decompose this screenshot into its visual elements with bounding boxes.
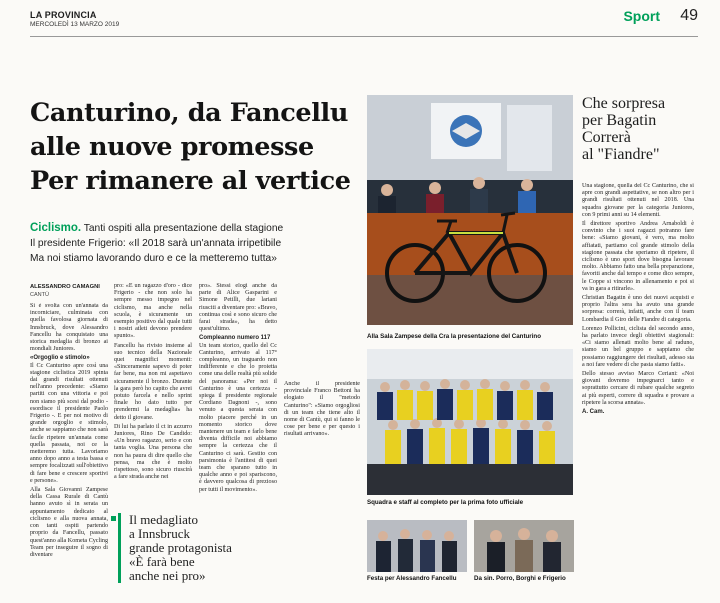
presentation-photo [367,95,573,325]
article-headline [30,96,360,198]
byline: ALESSANDRO CAMAGNI [30,284,100,290]
location: CANTÙ [30,292,49,298]
paragraph: Christian Bagatin è uno dei nuovi acquisti e proprio l'altra sera ha avuto una grande sorpresa: correrà, infatti, anche con il team Lombardia il Giro delle Fiandre di categoria. [582,295,694,323]
headline-line: Per rimanere al vertice [30,166,351,196]
masthead [30,6,698,42]
article-column-2 [114,283,192,509]
paragraph: Un team storico, quello del Cc Canturino, arrivato al 117° compleanno, un traguardo non indifferente e che lo proietta come una delle realtà più solide del panorama: «Per noi il Canturino è una certezza - spiega il presidente regionale Cordiano Dagnoni -, sono venuto a questa serata con molto piacere perché in un momento storico dove mantenere un team e farlo bene diventa difficile noi abbiamo sempre la certezza che il Canturino ci sarà. Gestito con parsimonia è l'antitesi di quei team che sparano tutto in qualche anno e poi spariscono, è davvero qualcosa di prezioso per tutti il movimento». [199,342,277,493]
sidebar-column [582,183,694,583]
headline-line: alle nuove promesse [30,132,314,162]
issue-date: MERCOLEDÌ 13 MARZO 2019 [30,21,120,28]
pull-quote-line: Il medagliato [129,512,198,527]
article-summary [30,221,360,266]
page-number: 49 [680,7,698,24]
sidebar-headline-line: Che sorpresa [582,95,666,112]
subheading: Compleanno numero 117 [199,335,271,342]
fancellu-photo [367,520,467,572]
summary-line: Tanti ospiti alla presentazione della stagione [83,223,284,234]
pull-quote-line: a Innsbruck [129,526,191,541]
headline-line: Canturino, da Fancellu [30,98,348,128]
paragraph: Dello stesso avviso Marco Ceriani: «Noi giovani dovremo impegnarci tanto e soprattutto cercare di rubare qualche segreto ai più esperti, correre di squadra e provare a ripetere la scorsa annata». [582,371,694,406]
article-column-1 [30,303,108,593]
paper-name: LA PROVINCIA [30,10,97,20]
sidebar-headline-line: per Bagatin [582,112,657,129]
paragraph: Alla Sala Giovanni Zampese della Cassa Rurale di Cantù hanno avuto sì in serata un appuntamento dedicato al ciclismo e alla nuova annata, con tanti ospiti partendo proprio da Fancellu, passato quest'anno alla Kometa Cycling Team per inseguire il sogno di diventare [30,487,108,558]
article-column-4 [284,381,360,593]
photo-caption: Festa per Alessandro Fancellu [367,575,457,582]
paragraph: Una stagione, quella del Cc Canturino, che si apre con grandi aspettative, se non altro per i grandi risultati ottenuti nel 2018. Una squadra giovane per la categoria Juniores, con 9 primi anni su 14 elementi. [582,183,694,218]
sidebar-headline-line: Correrà [582,129,631,146]
paragraph: Fancellu ha rivisto insieme al suo tecnico della Nazionale quei magnifici momenti: «Sinceramente sapevo di poter far bene, ma non mi aspettavo sicuramente il bronzo. Durante la gara però ho capito che avrei potuto farcela e nello sprint finale ho dato tutto per prendermi la medaglia» ha detto il giovane. [114,342,192,421]
team-photo [367,349,573,495]
pull-quote-line: «È farà bene [129,554,195,569]
paragraph: Si è svolta con un'annata da incorniciare, culminata con quella favolosa giornata di Innsbruck, dove Alessandro Fancellu ha conquistato una storica medaglia di bronzo ai mondiali Juniores. [30,303,108,353]
photo-caption: Alla Sala Zampese della Cra la presentazione del Canturino [367,333,541,340]
sidebar-headline [582,95,700,163]
photo-caption: Squadra e staff al completo per la prima foto ufficiale [367,499,524,506]
paragraph: Il direttore sportivo Andrea Arnaboldi è convinto che i suoi ragazzi potranno fare bene: «Siamo giovani, è vero, ma molto affiatati, partiamo col grande stimolo della stagione passata che speriamo di ripetere, il ciclismo è uno sport dove bisogna lavorare molto. Abbiamo fatto una bella preparazione, favoriti anche dal tempo e come dico sempre, le Coppe si vincono in allenamento e poi si va in gara a ritirarle». [582,221,694,292]
signature: A. Cam. [582,409,605,416]
summary-line: Il presidente Frigerio: «Il 2018 sarà un'annata irripetibile [30,238,282,249]
subheading: «Orgoglio e stimolo» [30,355,90,362]
sidebar-headline-line: al "Fiandre" [582,146,660,163]
summary-line: Ma noi stiamo lavorando duro e ce la metteremo tutta» [30,253,277,264]
paragraph: Lorenzo Pollicini, ciclista del secondo anno, ha parlato invece degli obiettivi stagionali: «Ci siamo allenati molto bene al raduno, siamo un bel gruppo e sappiamo che possiamo raggiungere dei risultati, adesso sta a noi fare vedere di che pasta siamo fatti». [582,325,694,368]
section-name: Sport [623,8,660,24]
bullet-square-icon [111,516,116,521]
officials-photo [474,520,574,572]
article-column-3 [199,283,277,509]
paragraph: pro: «È un ragazzo d'oro - dice Frigerio - che non solo ha sempre messo impegno nel ciclismo, ma anche nella scuola, è sicuramente un esempio positivo dal quale tutti i nostri atleti devono prendere spunto». [114,283,192,340]
paragraph: Anche il presidente provinciale Franco Bettoni ha elogiato il "metodo Canturino": «Siamo orgogliosi di un team che tiene alto il nome di Cantù, qui si fanno le cose per bene e per questo i risultati arrivano». [284,381,360,438]
kicker: Ciclismo. [30,222,82,234]
pull-quote [118,513,268,583]
masthead-rule [30,36,698,37]
photo-caption: Da sin. Porro, Borghi e Frigerio [474,575,566,582]
paragraph: Di lui ha parlato il ct in azzurro Juniores, Rino De Candido: «Un bravo ragazzo, serio e con tanta voglia. Una persona che non ha paura di dire quello che pensa, ma che è molto rispettoso, sono sicuro riuscirà a fare strada anche nei [114,423,192,481]
pull-quote-line: grande protagonista [129,540,232,555]
pull-quote-line: anche nei pro» [129,568,206,583]
paragraph: pro». Stessi elogi anche da parte di Alice Gasparini e Simone Petilli, due lariani riusciti a diventare pro: «Bravo, continua così e sono sicuro che farai strada», ha detto quest'ultimo. [199,283,277,333]
paragraph: Il Cc Canturino apre così una stagione ciclistica 2019 spinta dai grandi risultati ottenuti nell'anno precedente: «Siamo partiti con una vittoria e poi non siamo più scesi dal podio - esordisce il presidente Paolo Frigerio -. E per noi motivo di grande orgoglio e stimolo, anche se sappiamo che non sarà facile ripetere un'annata come quella passata, noi ce la metteremo tutta. Lavoriamo anno dopo anno a testa bassa e sempre focalizzati sull'obiettivo di fare bene e crescere sportivi e persone». [30,362,108,484]
